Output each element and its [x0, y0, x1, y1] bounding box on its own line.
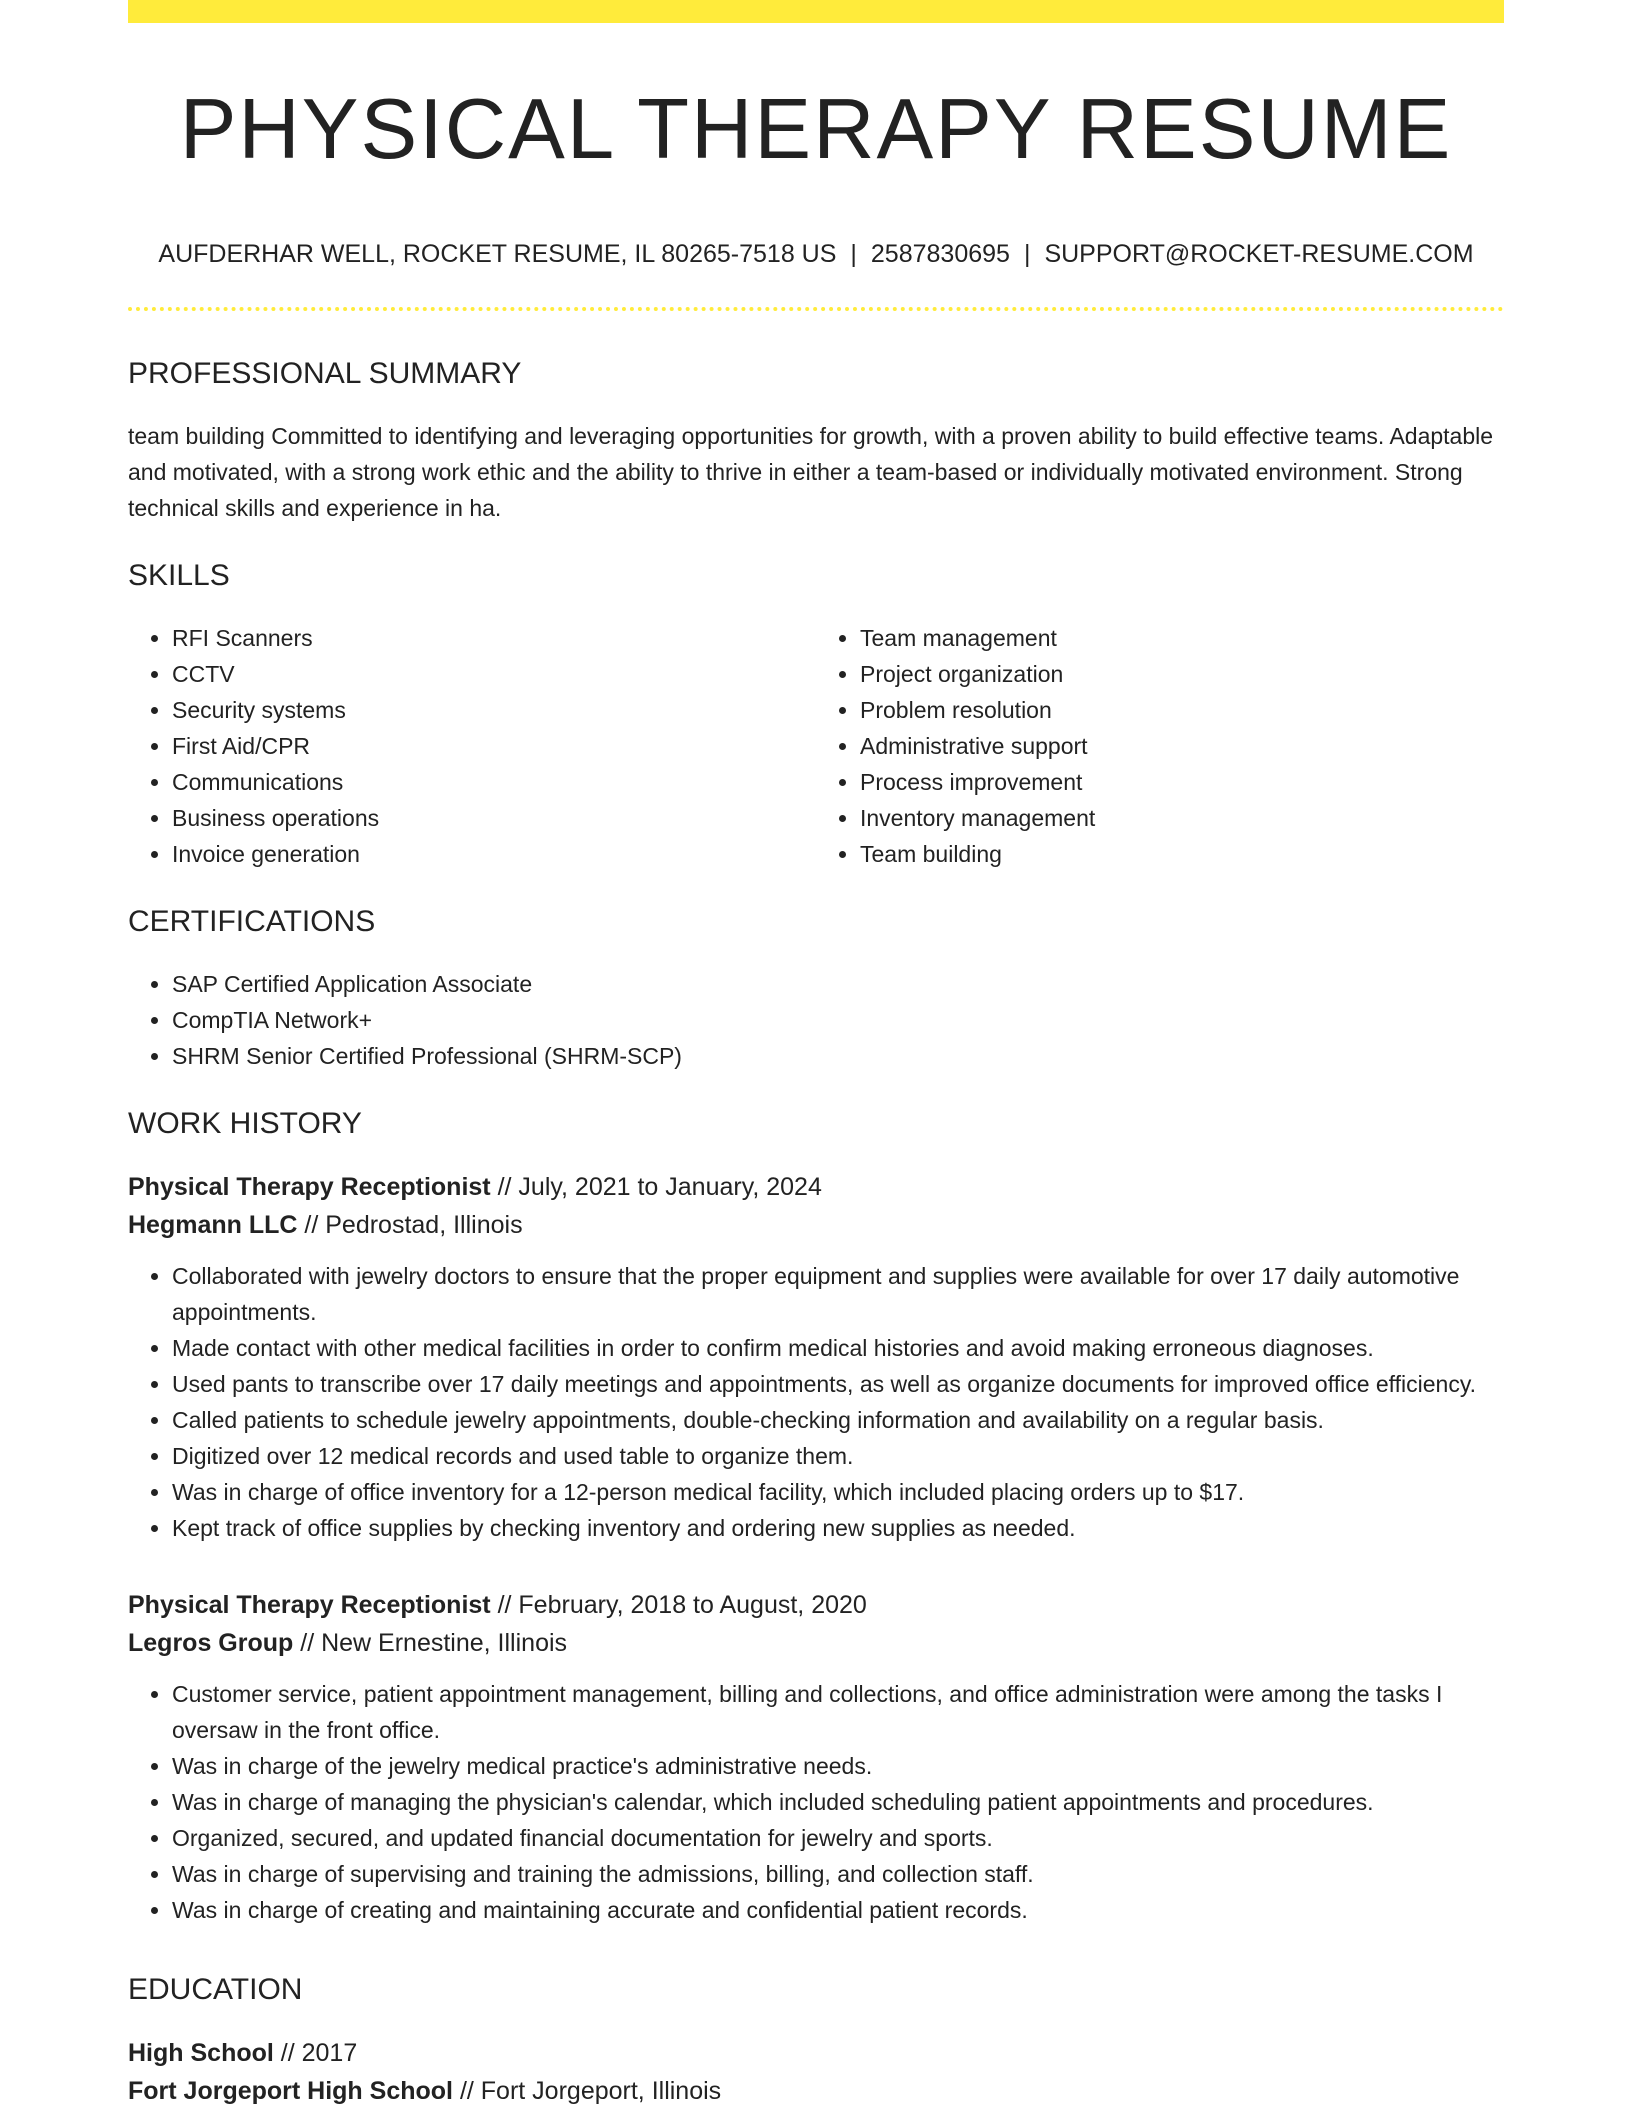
skill-item: • Problem resolution — [860, 692, 1504, 728]
job-duty: • Was in charge of the jewelry medical practice's administrative needs. — [172, 1748, 1504, 1784]
education-degree-line — [128, 2034, 1504, 2072]
job-duty: • Made contact with other medical facilities in order to confirm medical histories and avoid making erroneous diagnoses. — [172, 1330, 1504, 1366]
skill-item: • Project organization — [860, 656, 1504, 692]
education-school: Fort Jorgeport High School — [128, 2077, 453, 2105]
job-dates: // February, 2018 to August, 2020 — [497, 1591, 867, 1619]
resume-title: PHYSICAL THERAPY RESUME — [179, 82, 1453, 177]
certifications-heading: CERTIFICATIONS — [128, 905, 376, 938]
job-title-line — [128, 1168, 1504, 1206]
work-history-section — [128, 1102, 1504, 1928]
job-duty: • Kept track of office supplies by checking inventory and ordering new supplies as needed. — [172, 1510, 1504, 1546]
skill-item: • Communications — [172, 764, 816, 800]
job-duty: • Collaborated with jewelry doctors to ensure that the proper equipment and supplies were available for over 17 daily automotive appointments. — [172, 1258, 1504, 1330]
skills-right-list — [816, 620, 1504, 872]
education-school-line — [128, 2072, 1504, 2110]
job-entry — [128, 1586, 1504, 1928]
accent-top-bar — [128, 0, 1504, 23]
skill-item: • RFI Scanners — [172, 620, 816, 656]
skills-grid — [128, 620, 1504, 872]
skill-item: • CCTV — [172, 656, 816, 692]
certifications-list — [128, 966, 1504, 1074]
skill-item: • Team building — [860, 836, 1504, 872]
summary-section — [128, 352, 1504, 526]
job-location: // Pedrostad, Illinois — [304, 1211, 523, 1239]
skill-item: • Invoice generation — [172, 836, 816, 872]
skill-item: • Process improvement — [860, 764, 1504, 800]
contact-address: AUFDERHAR WELL, ROCKET RESUME, IL 80265-7518 US — [158, 240, 837, 268]
dotted-divider — [128, 307, 1504, 311]
education-year: // 2017 — [280, 2039, 358, 2067]
summary-heading: PROFESSIONAL SUMMARY — [128, 357, 522, 390]
education-section — [128, 1968, 1504, 2110]
work-history-heading: WORK HISTORY — [128, 1107, 362, 1140]
education-location: // Fort Jorgeport, Illinois — [459, 2077, 722, 2105]
skill-item: • Inventory management — [860, 800, 1504, 836]
job-company: Hegmann LLC — [128, 1211, 298, 1239]
job-dates: // July, 2021 to January, 2024 — [497, 1173, 822, 1201]
job-duty: • Digitized over 12 medical records and used table to organize them. — [172, 1438, 1504, 1474]
education-degree: High School — [128, 2039, 274, 2067]
skill-item: • First Aid/CPR — [172, 728, 816, 764]
job-title: Physical Therapy Receptionist — [128, 1591, 491, 1619]
certification-item: • SHRM Senior Certified Professional (SHRM-SCP) — [172, 1038, 1504, 1074]
job-duty: • Called patients to schedule jewelry appointments, double-checking information and availability on a regular basis. — [172, 1402, 1504, 1438]
job-company-line — [128, 1206, 1504, 1244]
education-heading: EDUCATION — [128, 1973, 303, 2006]
summary-text: team building Committed to identifying and leveraging opportunities for growth, with a proven ability to build effective teams. Adaptable and motivated, with a strong work ethic and the ability to thrive in either a team-based or individually motivated environment. Strong technical skills and experience in ha. — [128, 423, 1494, 521]
skill-item: • Business operations — [172, 800, 816, 836]
job-entry — [128, 1168, 1504, 1546]
job-duties-list — [128, 1676, 1504, 1928]
contact-phone: 2587830695 — [870, 240, 1010, 268]
contact-separator: | — [850, 240, 857, 268]
resume-body — [128, 352, 1504, 2110]
job-duty: • Was in charge of office inventory for a 12-person medical facility, which included placing orders up to $17. — [172, 1474, 1504, 1510]
certification-item: • SAP Certified Application Associate — [172, 966, 1504, 1002]
job-title-line — [128, 1586, 1504, 1624]
contact-separator: | — [1023, 240, 1031, 268]
job-company-line — [128, 1624, 1504, 1662]
contact-line — [128, 236, 1504, 272]
job-duty: • Was in charge of supervising and training the admissions, billing, and collection staff. — [172, 1856, 1504, 1892]
certifications-section — [128, 900, 1504, 1074]
job-location: // New Ernestine, Illinois — [300, 1629, 568, 1657]
job-title: Physical Therapy Receptionist — [128, 1173, 491, 1201]
skill-item: • Security systems — [172, 692, 816, 728]
job-duty: • Was in charge of creating and maintaining accurate and confidential patient records. — [172, 1892, 1504, 1928]
contact-email: SUPPORT@ROCKET-RESUME.COM — [1044, 240, 1474, 268]
job-duty: • Used pants to transcribe over 17 daily meetings and appointments, as well as organize documents for improved office efficiency. — [172, 1366, 1504, 1402]
skill-item: • Administrative support — [860, 728, 1504, 764]
job-company: Legros Group — [128, 1629, 294, 1657]
skills-left-list — [128, 620, 816, 872]
job-duty: • Organized, secured, and updated financial documentation for jewelry and sports. — [172, 1820, 1504, 1856]
skills-heading: SKILLS — [128, 559, 230, 592]
skill-item: • Team management — [860, 620, 1504, 656]
skills-section — [128, 554, 1504, 872]
job-duties-list — [128, 1258, 1504, 1546]
job-duty: • Customer service, patient appointment management, billing and collections, and office administration were among the tasks I oversaw in the front office. — [172, 1676, 1504, 1748]
job-duty: • Was in charge of managing the physician's calendar, which included scheduling patient appointments and procedures. — [172, 1784, 1504, 1820]
certification-item: • CompTIA Network+ — [172, 1002, 1504, 1038]
